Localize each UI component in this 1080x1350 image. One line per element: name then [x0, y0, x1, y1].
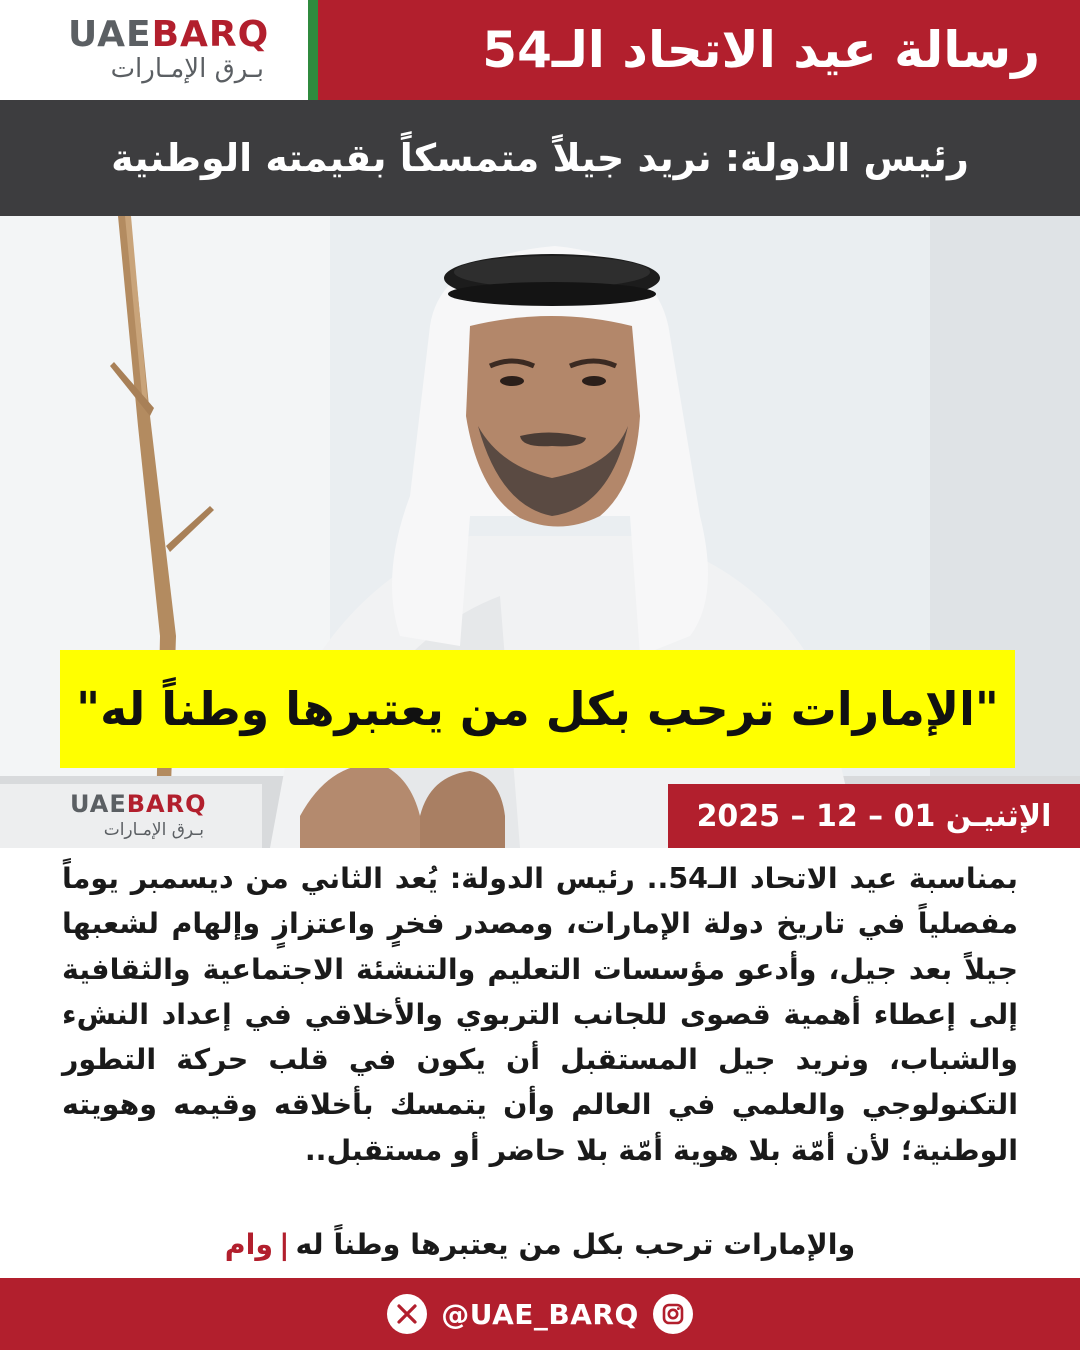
subtitle-banner: [0, 100, 1080, 216]
article-closing: [62, 1222, 1018, 1268]
logo-arabic-text: بـرق الإمـارات: [110, 54, 264, 84]
source-label: وام: [224, 1228, 274, 1261]
quote-highlight: [60, 650, 1015, 768]
logo-latin-prefix: UAE: [68, 14, 152, 55]
article-body: بمناسبة عيد الاتحاد الـ54.. رئيس الدولة: يُعد الثاني من ديسمبر يوماً مفصلياً في تاريخ دولة الإمارات، ومصدر فخرٍ واعتزازٍ وإلهام لشعبها جيلاً بعد جيل، وأدعو مؤسسات التعليم والتنشئة الاجتماعية والثقافية إلى إعطاء أهمية قصوى للجانب التربوي والأخلاقي في إعداد النشء والشباب، ونريد جيل المستقبل أن يكون في قلب حركة التطور التكنولوجي والعلمي في العالم وأن يتمسك بأخلاقه وقيمه وهويته الوطنية؛ لأن أمّة بلا هوية أمّة بلا حاضر أو مستقبل..: [62, 862, 1018, 1167]
quote-text: "الإمارات ترحب بكل من يعتبرها وطناً له": [76, 682, 999, 736]
accent-stripe: [308, 0, 318, 100]
brand-logo: [0, 0, 308, 100]
small-brand-logo: [0, 784, 262, 848]
x-icon[interactable]: [387, 1294, 427, 1334]
logo-latin-text: [68, 14, 269, 55]
closing-text: والإمارات ترحب بكل من يعتبرها وطناً له: [295, 1228, 856, 1261]
source-separator: |: [279, 1228, 290, 1261]
headline: رئيس الدولة: نريد جيلاً متمسكاً بقيمته الوطنية: [111, 136, 969, 180]
date-text: الإثنيـن 01 – 12 – 2025: [696, 798, 1052, 834]
footer: [0, 1278, 1080, 1350]
social-handle[interactable]: @UAE_BARQ: [441, 1297, 639, 1331]
small-logo-latin-suffix: BARQ: [126, 790, 207, 818]
small-logo-arabic-text: بـرق الإمـارات: [103, 820, 204, 840]
title-banner: [318, 0, 1080, 100]
date-banner: [668, 784, 1080, 848]
logo-latin-suffix: BARQ: [151, 14, 270, 55]
page-title: رسالة عيد الاتحاد الـ54: [482, 21, 1040, 79]
instagram-icon[interactable]: [653, 1294, 693, 1334]
header: [0, 0, 1080, 100]
small-logo-latin-prefix: UAE: [70, 790, 127, 818]
small-logo-latin-text: [70, 790, 206, 818]
